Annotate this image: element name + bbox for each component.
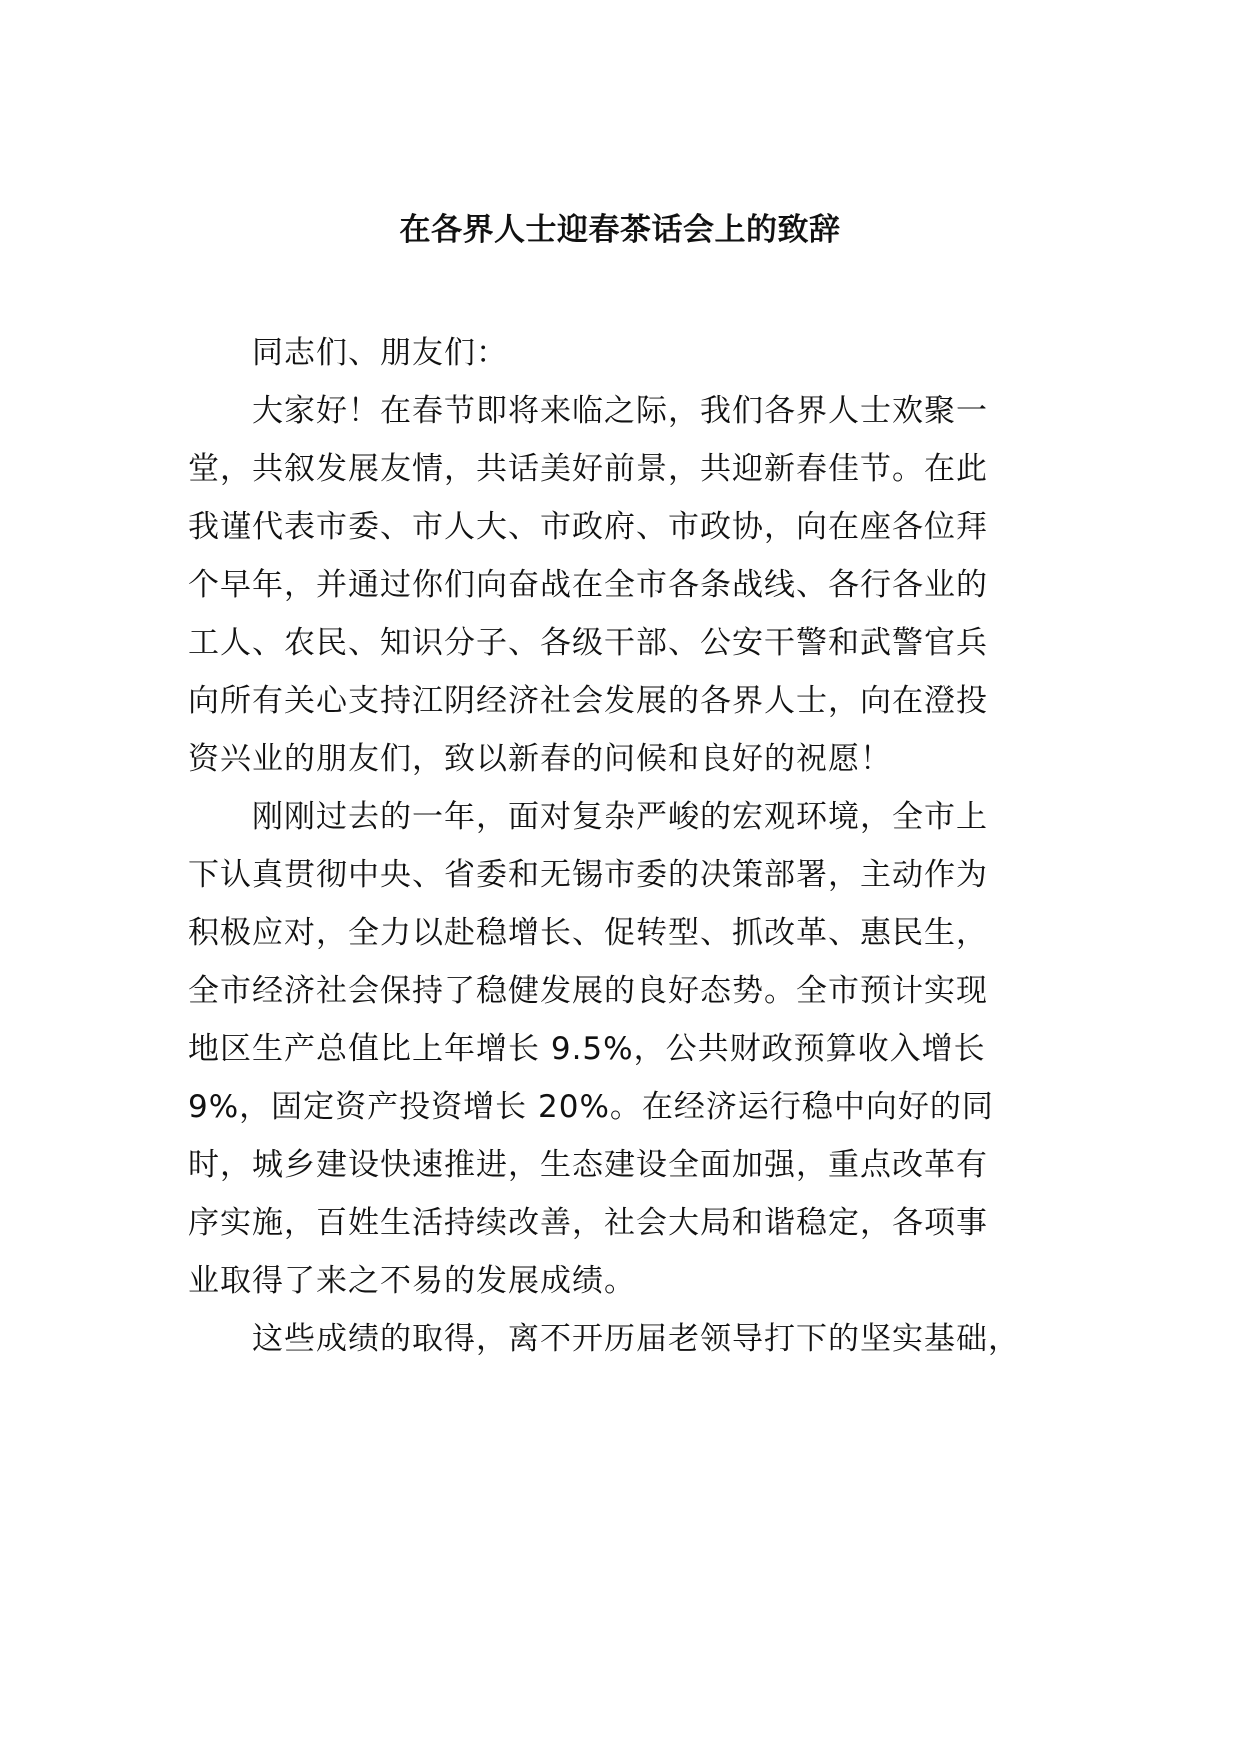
paragraph-1-line-2: 堂，共叙发展友情，共话美好前景，共迎新春佳节。在此 (188, 451, 988, 487)
paragraph-1-line-6: 向所有关心支持江阴经济社会发展的各界人士，向在澄投 (188, 683, 988, 719)
paragraph-2-line-7: 时，城乡建设快速推进，生态建设全面加强，重点改革有 (188, 1147, 988, 1183)
paragraph-2-line-8: 序实施，百姓生活持续改善，社会大局和谐稳定，各项事 (188, 1205, 988, 1241)
paragraph-2-line-3: 积极应对，全力以赴稳增长、促转型、抓改革、惠民生， (188, 915, 988, 951)
paragraph-1-line-3: 我谨代表市委、市人大、市政府、市政协，向在座各位拜 (188, 509, 988, 545)
paragraph-3-line-1: 这些成绩的取得，离不开历届老领导打下的坚实基础， (252, 1321, 1020, 1357)
paragraph-2-line-1: 刚刚过去的一年，面对复杂严峻的宏观环境，全市上 (252, 799, 988, 835)
paragraph-2-line-9: 业取得了来之不易的发展成绩。 (188, 1263, 636, 1299)
paragraph-1-line-4: 个早年，并通过你们向奋战在全市各条战线、各行各业的 (188, 567, 988, 603)
salutation-line: 同志们、朋友们： (252, 335, 508, 371)
paragraph-2-line-6: 9%，固定资产投资增长 20%。在经济运行稳中向好的同 (188, 1089, 994, 1125)
paragraph-1-line-1: 大家好！在春节即将来临之际，我们各界人士欢聚一 (252, 393, 988, 429)
document-title: 在各界人士迎春茶话会上的致辞 (399, 212, 841, 248)
paragraph-1-line-7: 资兴业的朋友们，致以新春的问候和良好的祝愿！ (188, 741, 892, 777)
paragraph-2-line-4: 全市经济社会保持了稳健发展的良好态势。全市预计实现 (188, 973, 988, 1009)
paragraph-2-line-5: 地区生产总值比上年增长 9.5%，公共财政预算收入增长 (188, 1031, 986, 1067)
paragraph-1-line-5: 工人、农民、知识分子、各级干部、公安干警和武警官兵 (188, 625, 988, 661)
paragraph-2-line-2: 下认真贯彻中央、省委和无锡市委的决策部署，主动作为 (188, 857, 988, 893)
